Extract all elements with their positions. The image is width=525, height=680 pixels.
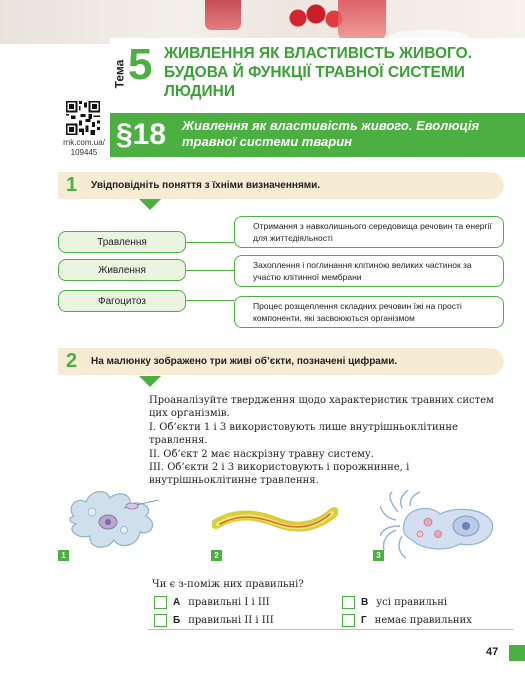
amoeba-image [62,486,162,556]
definition-1[interactable]: Отримання з навколишнього середовища речовин та енергії для життєдіяльності [234,216,504,248]
task-2-number: 2 [66,350,78,372]
question-divider [148,629,514,630]
page-tab [509,645,525,661]
option-g-text: немає правильних [374,614,472,626]
option-g[interactable] [342,613,472,627]
statement-3: ІІІ. Об’єкти 2 і 3 використовують і порожнинне, і внутрішньоклітинне травлення. [149,462,410,487]
option-a[interactable] [154,595,270,609]
glass-image [205,0,241,30]
topic-label: Тема [112,59,127,89]
option-g-checkbox[interactable] [342,614,355,627]
option-b-checkbox[interactable] [154,614,167,627]
image-label-2: 2 [211,550,222,561]
term-nutrition[interactable]: Живлення [58,259,186,281]
connector-line [186,270,234,271]
option-g-letter: Г [361,614,367,626]
strawberries-image [288,4,344,30]
image-label-1: 1 [58,550,69,561]
task-2-instruction: На малюнку зображено три живі об’єкти, позначені цифрами. [91,356,398,367]
qr-caption: rnk.com.ua/ 109445 [63,138,105,157]
term-digestion[interactable]: Травлення [58,231,186,253]
definition-3[interactable]: Процес розщеплення складних речовин їжі на прості компоненти, які засвоюються організмом [234,296,504,328]
option-v-checkbox[interactable] [342,596,355,609]
option-a-text: правильні І і ІІІ [188,596,270,608]
statement-2: ІІ. Об’єкт 2 має наскрізну травну систему. [149,448,374,460]
option-v[interactable] [342,595,447,609]
option-b-letter: Б [173,614,181,626]
topic-number: 5 [128,40,153,89]
term-phagocytosis[interactable]: Фагоцитоз [58,290,186,312]
task-2-text [149,394,505,488]
task-2-intro: Проаналізуйте твердження щодо характеристик травних систем цих організмів. [149,395,494,420]
statement-1: І. Об’єкти 1 і 3 використовують лише внутрішньоклітинне травлення. [149,421,458,447]
page-number: 47 [486,646,499,658]
worm-image [212,500,338,540]
option-a-letter: А [173,596,181,608]
image-label-3: 3 [373,550,384,561]
option-a-checkbox[interactable] [154,596,167,609]
smoothie-glass-image [338,0,386,40]
option-v-letter: В [361,596,369,608]
topic-title: ЖИВЛЕННЯ ЯК ВЛАСТИВІСТЬ ЖИВОГО. БУДОВА Й ФУНКЦІЇ ТРАВНОЇ СИСТЕМИ ЛЮДИНИ [164,45,473,100]
hydra-image [380,490,500,560]
task-1-arrow [139,199,161,210]
connector-line [186,242,234,243]
task-1-instruction: Увідповідніть поняття з їхніми визначеннями. [91,180,321,191]
task-1-number: 1 [66,174,78,196]
option-v-text: усі правильні [376,596,448,608]
option-b[interactable] [154,613,274,627]
qr-code[interactable] [66,101,100,135]
section-number: §18 [116,118,167,151]
definition-2[interactable]: Захоплення і поглинання клітиною великих частинок за участю клітинної мембрани [234,255,504,287]
question-text: Чи є з-поміж них правильні? [152,579,304,590]
task-2-arrow [139,376,161,387]
option-b-text: правильні ІІ і ІІІ [188,614,274,626]
connector-line [186,300,234,301]
section-title: Живлення як властивість живого. Еволюція травної системи тварин [182,118,480,149]
